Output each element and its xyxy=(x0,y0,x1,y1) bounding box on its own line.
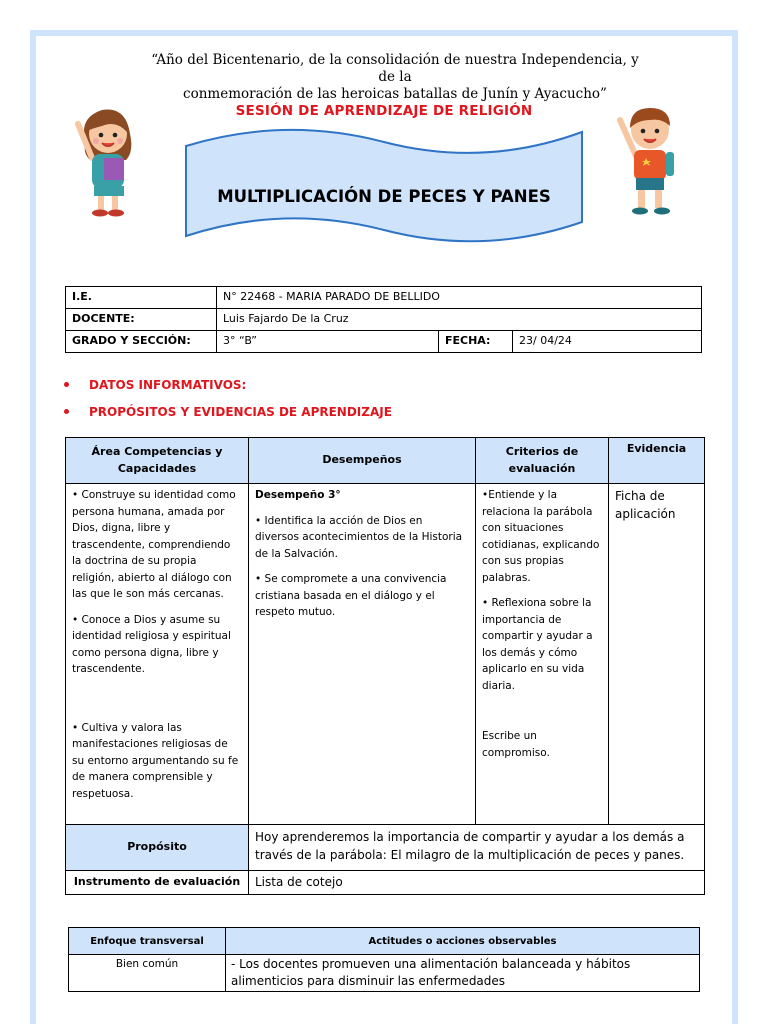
boy-illustration xyxy=(612,100,692,218)
desempeno-2: • Se compromete a una convivencia cristiana basada en el diálogo y el respeto mutuo. xyxy=(255,573,447,618)
competencias-table xyxy=(65,437,705,895)
info-table xyxy=(65,286,702,353)
girl-illustration xyxy=(72,100,142,218)
instrumento-text: Lista de cotejo xyxy=(255,875,343,889)
ie-label: I.E. xyxy=(66,287,217,309)
fecha-label: FECHA: xyxy=(439,331,513,353)
actitudes-value: - Los docentes promueven una alimentación balanceada y hábitos alimenticios para disminuir las enfermedades xyxy=(231,957,631,988)
competencia-2: • Conoce a Dios y asume su identidad religiosa y espiritual como persona digna, libre y trascendente. xyxy=(72,613,231,675)
bullet-propositos xyxy=(64,405,392,419)
bullet-datos-label: DATOS INFORMATIVOS: xyxy=(89,378,247,392)
table-row xyxy=(66,825,705,871)
motto-line-2: conmemoración de las heroicas batallas de Junín y Ayacucho” xyxy=(183,86,607,102)
docente-label: DOCENTE: xyxy=(66,309,217,331)
table-row xyxy=(66,309,702,331)
table-row xyxy=(66,438,705,484)
motto xyxy=(150,52,640,103)
banner-title: MULTIPLICACIÓN DE PECES Y PANES xyxy=(217,187,551,206)
fecha-value: 23/ 04/24 xyxy=(513,331,702,353)
bullet-datos xyxy=(64,378,246,392)
competencia-1: • Construye su identidad como persona humana, amada por Dios, digna, libre y trascendente, comprendiendo la doctrina de su propia religión, abierto al diálogo con las que le son más cercanas. xyxy=(72,489,236,600)
proposito-text: Hoy aprenderemos la importancia de compartir y ayudar a los demás a través de la parábola: El milagro de la multiplicación de peces y panes. xyxy=(255,830,685,862)
criterio-2: • Reflexiona sobre la importancia de compartir y ayudar a los demás y cómo aplicarlo en su vida diaria. xyxy=(482,597,593,692)
instrumento-cell xyxy=(249,871,705,895)
header-criterios: Criterios de evaluación xyxy=(476,438,609,484)
header-area: Área Competencias y Capacidades xyxy=(66,438,249,484)
competencia-3: • Cultiva y valora las manifestaciones religiosas de su entorno argumentando su fe de manera comprensible y respetuosa. xyxy=(72,721,239,800)
evidencia-value: Ficha de aplicación xyxy=(615,489,676,521)
desempenos-cell xyxy=(249,484,476,825)
actitudes-cell xyxy=(226,955,700,992)
session-title: SESIÓN DE APRENDIZAJE DE RELIGIÓN xyxy=(235,103,533,119)
competencias-cell xyxy=(66,484,249,825)
bullet-dot xyxy=(64,382,69,387)
docente-value: Luis Fajardo De la Cruz xyxy=(217,309,702,331)
grado-label: GRADO Y SECCIÓN: xyxy=(66,331,217,353)
grado-value: 3° “B” xyxy=(217,331,439,353)
proposito-cell xyxy=(249,825,705,871)
bullet-dot xyxy=(64,409,69,414)
header-evidencia: Evidencia xyxy=(609,438,705,484)
ie-value: N° 22468 - MARIA PARADO DE BELLIDO xyxy=(217,287,702,309)
table-row xyxy=(66,331,702,353)
enfoque-header: Enfoque transversal xyxy=(69,928,226,955)
evidencia-cell xyxy=(609,484,705,825)
enfoque-value: Bien común xyxy=(69,955,226,992)
table-row xyxy=(69,955,700,992)
motto-line-1: “Año del Bicentenario, de la consolidación de nuestra Independencia, y de la xyxy=(151,52,639,85)
enfoque-table xyxy=(68,927,700,992)
desempeno-title: Desempeño 3° xyxy=(255,489,341,501)
actitudes-header: Actitudes o acciones observables xyxy=(226,928,700,955)
table-row xyxy=(69,928,700,955)
table-row xyxy=(66,871,705,895)
instrumento-label: Instrumento de evaluación xyxy=(66,871,249,895)
criterios-cell xyxy=(476,484,609,825)
criterio-3: Escribe un compromiso. xyxy=(482,730,550,759)
proposito-label: Propósito xyxy=(66,825,249,871)
title-banner xyxy=(184,124,584,246)
criterio-1: •Entiende y la relaciona la parábola con situaciones cotidianas, explicando con sus propias palabras. xyxy=(482,489,600,584)
header-desempenos: Desempeños xyxy=(249,438,476,484)
bullet-propositos-label: PROPÓSITOS Y EVIDENCIAS DE APRENDIZAJE xyxy=(89,405,392,419)
table-row xyxy=(66,287,702,309)
table-row xyxy=(66,484,705,825)
desempeno-1: • Identifica la acción de Dios en diversos acontecimientos de la Historia de la Salvación. xyxy=(255,514,463,560)
